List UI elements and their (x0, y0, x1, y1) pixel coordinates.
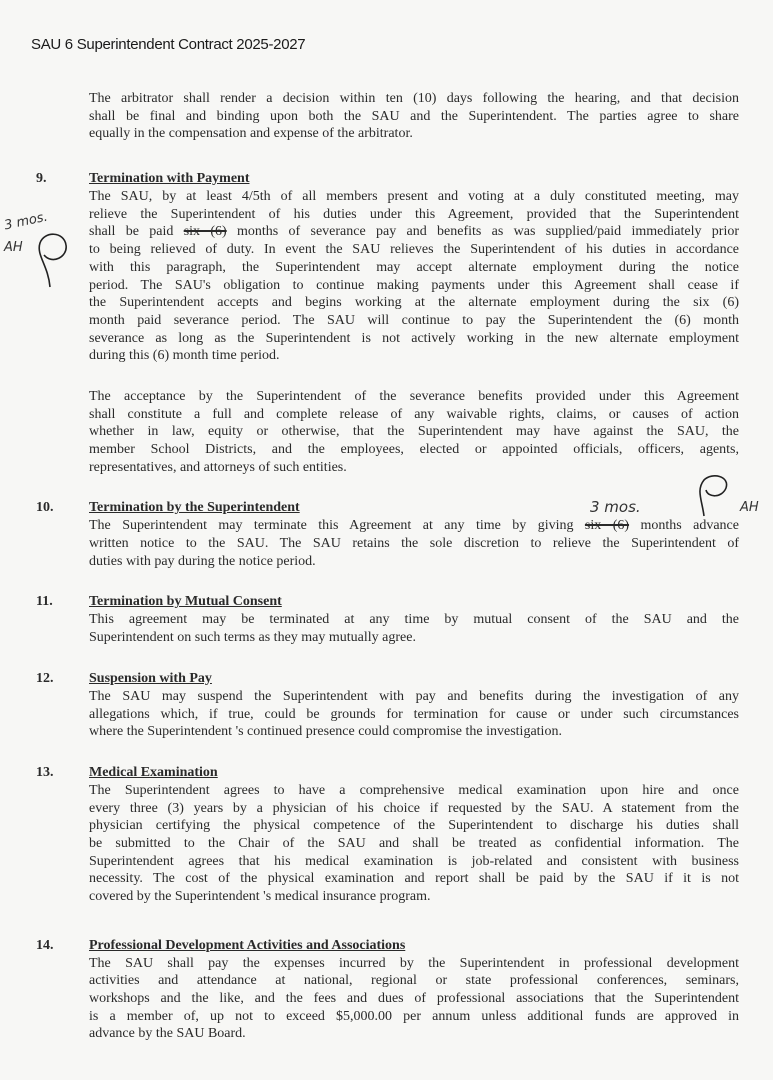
text-line: equally in the compensation and expense of the arbitrator. (89, 126, 413, 142)
contract-section (0, 937, 773, 1043)
section-number: 10. (36, 500, 54, 516)
section-number: 12. (36, 670, 54, 686)
text-line: The acceptance by the Superintendent of the severance benefits provided under this Agreement (89, 388, 739, 404)
text-line: where the Superintendent 's continued presence could compromise the investigation. (89, 724, 562, 740)
text-line: representatives, and attorneys of such entities. (89, 459, 347, 475)
text-line: necessity. The cost of the physical examination and report shall be paid by the SAU if it is not (89, 871, 739, 887)
text-line: shall be paid six (6) months of severance pay and benefits as was supplied/paid immediately prior (89, 224, 739, 240)
text-line: Superintendent agrees that his medical examination is job-related and consistent with business (89, 853, 739, 869)
section-heading: Termination with Payment (89, 171, 250, 187)
text-line: This agreement may be terminated at any time by mutual consent of the SAU and the (89, 612, 739, 628)
text-line: to being relieved of duty. In event the SAU relieves the Superintendent of his duties in accordance (89, 242, 739, 258)
section-heading: Termination by the Superintendent (89, 500, 300, 516)
text-line: month paid severance period. The SAU will continue to pay the Superintendent the (6) month (89, 312, 739, 328)
text-line: The Superintendent may terminate this Agreement at any time by giving six (6) months advance (89, 518, 739, 534)
contract-section (0, 593, 773, 646)
text-line: member School Districts, and the employees, elected or appointed officials, officers, agents, (89, 442, 739, 457)
text-line: Superintendent on such terms as they may mutually agree. (89, 630, 416, 646)
handwritten-initials-left: AH (4, 240, 23, 255)
contract-paragraph (0, 90, 773, 143)
text-line: The SAU, by at least 4/5th of all members present and voting at a duly constituted meeting, may (89, 189, 739, 205)
initials-signature-right-icon (690, 470, 740, 518)
text-line: severance as long as the Superintendent is not actively working in the new alternate employment (89, 330, 739, 346)
handwritten-initials-right: AH (740, 500, 759, 515)
contract-body (0, 90, 773, 1066)
struck-text: six (6) (584, 518, 630, 534)
text-line: the Superintendent accepts and begins working at the alternate employment during the six (6) (89, 295, 739, 311)
initials-signature-left-icon (28, 225, 78, 295)
section-number: 9. (36, 171, 47, 187)
contract-paragraph (0, 388, 773, 476)
handwritten-amendment-left: 3 mos. (2, 209, 50, 234)
text-line: allegations which, if true, could be grounds for termination for cause or under such circumstances (89, 706, 739, 722)
text-line: shall be final and binding upon both the SAU and the Superintendent. The parties agree to share (89, 108, 739, 124)
text-line: shall constitute a full and complete release of any waivable rights, claims, or causes of action (89, 406, 739, 422)
text-line: activities and attendance at national, regional or state professional conferences, seminars, (89, 973, 739, 989)
section-heading: Suspension with Pay (89, 670, 212, 686)
text-line: The arbitrator shall render a decision within ten (10) days following the hearing, and that decision (89, 91, 739, 106)
text-line: whether in law, equity or otherwise, that the Superintendent may have against the SAU, the (89, 424, 739, 440)
text-line: be submitted to the Chair of the SAU and shall be treated as confidential information. The (89, 835, 739, 851)
contract-section (0, 499, 773, 570)
section-heading: Termination by Mutual Consent (89, 594, 282, 610)
text-line: during this (6) month time period. (89, 348, 280, 364)
text-line: advance by the SAU Board. (89, 1026, 246, 1042)
text-line: with this paragraph, the Superintendent may accept alternate employment during the notice (89, 259, 739, 275)
struck-text: six (6) (183, 224, 227, 240)
text-line: is a member of, up not to exceed $5,000.00 per annum unless additional funds are approved in (89, 1008, 739, 1024)
contract-section (0, 764, 773, 906)
text-line: physician certifying the physical competence of the Superintendent to discharge his duties shall (89, 818, 739, 834)
section-number: 13. (36, 764, 54, 780)
text-line: covered by the Superintendent 's medical insurance program. (89, 889, 431, 904)
section-heading: Professional Development Activities and Associations (89, 937, 406, 953)
section-number: 14. (36, 937, 54, 953)
text-line: The SAU may suspend the Superintendent with pay and benefits during the investigation of any (89, 688, 739, 704)
text-line: The SAU shall pay the expenses incurred by the Superintendent in professional development (89, 955, 739, 971)
contract-section (0, 170, 773, 365)
section-number: 11. (36, 594, 53, 610)
section-heading: Medical Examination (89, 764, 218, 780)
text-line: period. The SAU's obligation to continue making payments under this Agreement shall cease if (89, 277, 739, 293)
text-line: The Superintendent agrees to have a comprehensive medical examination upon hire and once (89, 782, 739, 798)
text-line: written notice to the SAU. The SAU retains the sole discretion to relieve the Superintendent of (89, 536, 739, 552)
text-line: workshops and the like, and the fees and dues of professional associations that the Superintendent (89, 991, 739, 1007)
contract-section (0, 670, 773, 741)
text-line: relieve the Superintendent of his duties under this Agreement, provided that the Superintendent (89, 206, 739, 222)
document-header-title: SAU 6 Superintendent Contract 2025-2027 (31, 36, 306, 53)
handwritten-amendment-right: 3 mos. (590, 498, 641, 516)
text-line: every three (3) years by a physician of his choice if requested by the SAU. A statement from the (89, 800, 739, 816)
text-line: duties with pay during the notice period. (89, 553, 316, 569)
